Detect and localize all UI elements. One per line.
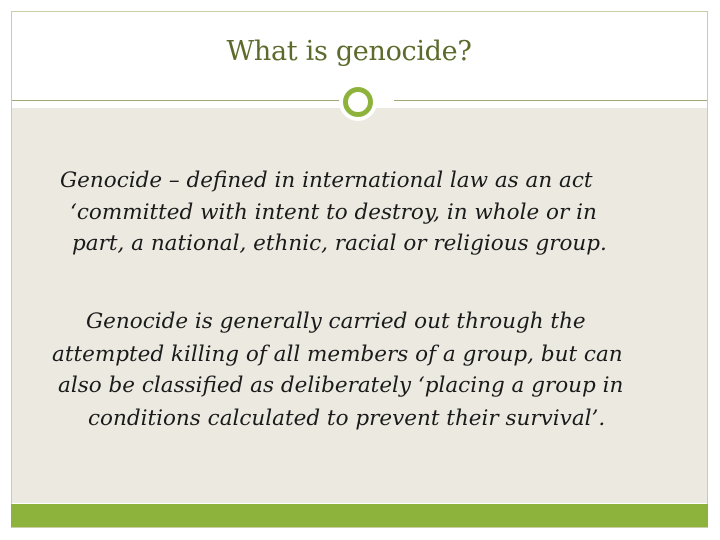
bottom-accent-bar (11, 504, 708, 527)
paragraph-2-line-4: conditions calculated to prevent their survival’. (88, 406, 606, 431)
circle-ornament-icon (343, 87, 373, 117)
paragraph-1-line-1: Genocide – defined in international law as an act (60, 168, 593, 193)
paragraph-2-line-3: also be classified as deliberately ‘placing a group in (58, 373, 624, 398)
paragraph-1-line-2: ‘committed with intent to destroy, in whole or in (70, 200, 597, 225)
paragraph-1-line-3: part, a national, ethnic, racial or religious group. (72, 231, 607, 256)
paragraph-2-line-2: attempted killing of all members of a group, but can (52, 342, 623, 367)
slide-title: What is genocide? (226, 36, 472, 67)
paragraph-2-line-1: Genocide is generally carried out through the (86, 309, 586, 334)
